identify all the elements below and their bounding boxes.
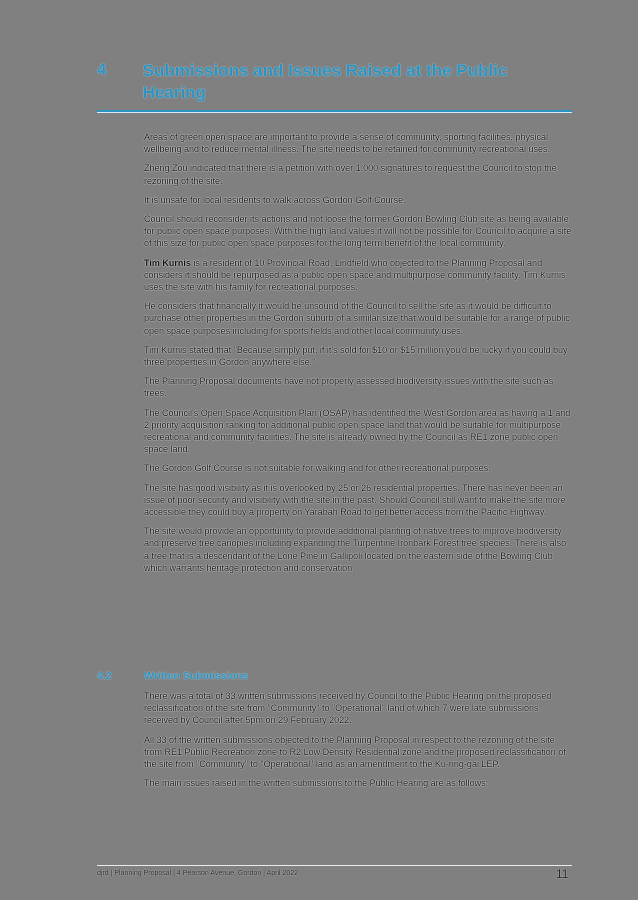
paragraph: There was a total of 33 written submissions received by Council to the Public Hearing on the proposed reclassification of the site from "Community" to "Operational" land of which 7 were late submissions received by Council after 5pm on 29 February 2022. <box>144 691 552 726</box>
paragraph: The site would provide an opportunity to provide additional planting of native trees to improve biodiversity and preserve tree canopies including expanding the Turpentine Ironbark Forest tree species. There is also a tree that is a descendant of the Lone Pine in Gallipoli located on the eastern side of the Bowling Club which warrants heritage protection and conservation. <box>144 526 567 573</box>
body-block-c <box>144 690 572 796</box>
page-number: 11 <box>556 867 569 881</box>
paragraph-text: is a resident of 10 Provincial Road, Lindfield who objected to the Planning Proposal and considers it should be repurposed as a public open space and multipurpose community facility. Tim Kurnis uses the site with his family for recreational purposes. <box>144 257 566 293</box>
paragraph: It is unsafe for local residents to walk across Gordon Golf Course. <box>144 194 406 205</box>
subsection-heading <box>97 670 248 682</box>
speaker-name: Tim Kurnis <box>144 257 191 268</box>
paragraph: The main issues raised in the written submissions to the Public Hearing are as follows: <box>144 778 489 789</box>
footer-text: djrd | Planning Proposal | 4 Pearson Avenue, Gordon | April 2022 <box>97 870 299 877</box>
paragraph: He considers that financially it would be unsound of the Council to sell the site as it would be difficult to purchase other properties in the Gordon suburb of a similar size that would be suitable for a range of public open space purposes including for sports fields and other local community uses. <box>144 301 570 336</box>
paragraph: Zheng Zou indicated that there is a petition with over 1,000 signatures to request the Council to stop the rezoning of the site. <box>144 163 557 186</box>
paragraph: The Planning Proposal documents have not properly assessed biodiversity issues with the site such as trees. <box>144 376 554 399</box>
section-heading <box>97 60 572 104</box>
paragraph-tim-kurnis <box>144 257 572 294</box>
paragraph: All 33 of the written submissions objected to the Planning Proposal in respect to the rezoning of the site from RE1 Public Recreation zone to R2 Low Density Residential zone and the proposed reclassification of the site from "Community" to "Operational" land as an amendment to the Ku-ring-gai LEP. <box>144 734 566 770</box>
paragraph: Areas of green open space are important to provide a sense of community, sporting facilities, physical wellbeing and to reduce mental illness. The site needs to be retained for community recreational uses. <box>144 132 551 155</box>
paragraph: The Council's Open Space Acquisition Plan (OSAP) has identified the West Gordon area as having a 1 and 2 priority acquisition ranking for additional public open space land that would be suitable for multipurpose recreational and community facilities. The site is already owned by the Council as RE1 zone public open space land. <box>144 407 571 455</box>
footer-rule <box>97 865 572 866</box>
subsection-title: Written Submissions <box>144 670 249 682</box>
section-number: 4 <box>97 60 107 79</box>
paragraph: Council should reconsider its actions and not loose the former Gordon Bowling Club site as being available for public open space purposes. With the high land values it will not be possible for Council to acquire a site of this size for public open space purposes for the long term benefit of the local community. <box>144 214 572 249</box>
section-title: Submissions and Issues Raised at the Public Hearing <box>142 61 508 102</box>
subsection-number: 4.2 <box>97 670 112 682</box>
body-block-a <box>144 131 572 581</box>
paragraph: The Gordon Golf Course is not suitable for walking and for other recreational purposes. <box>144 463 491 474</box>
heading-rule <box>97 110 572 113</box>
paragraph: Tim Kurnis stated that "Because simply put, if it's sold for $10 or $15 million you'd be lucky if you could buy three properties in Gordon anywhere else." <box>144 344 568 368</box>
paragraph: The site has good visibility as it is overlooked by 25 or 26 residential properties. There has never been an issue of poor security and visibility with the site in the past. Should Council still want to make the site more accessible they could buy a property on Yarabah Road to get better access from the Pacific Highway. <box>144 482 566 518</box>
